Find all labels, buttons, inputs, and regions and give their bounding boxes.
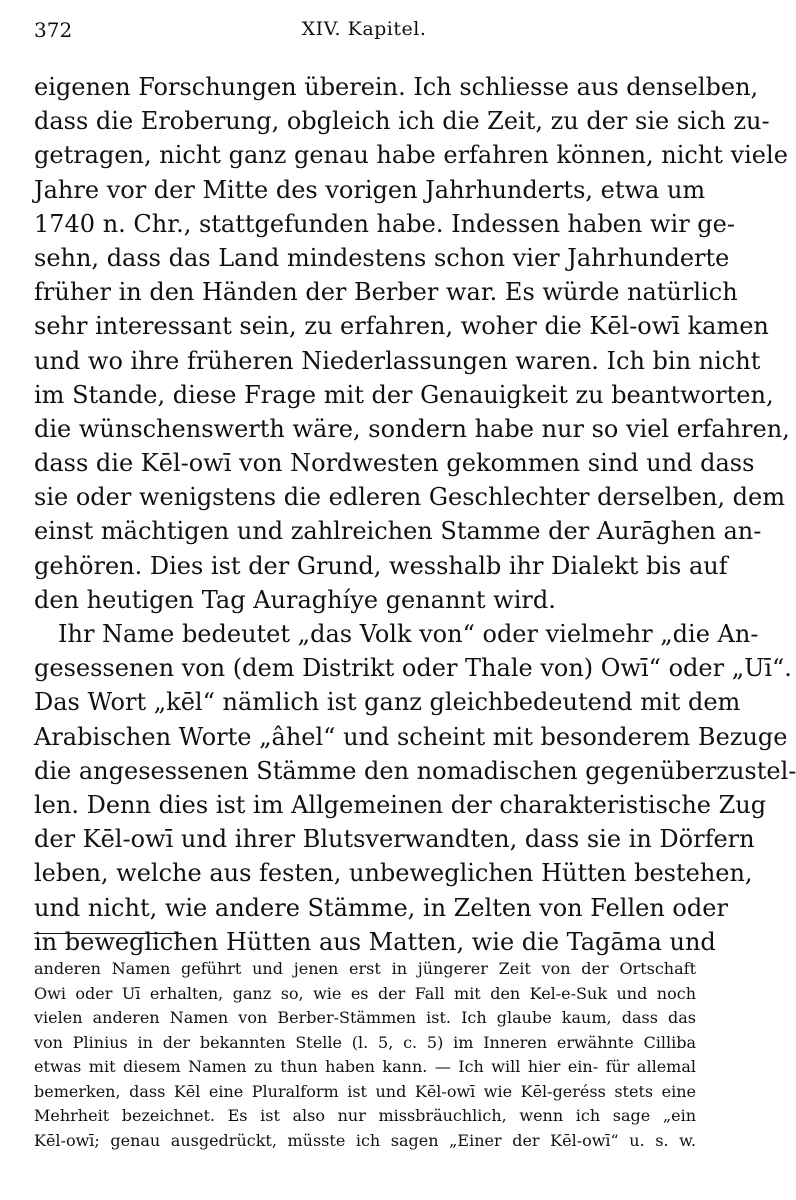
footnote-line: vielen anderen Namen von Berber-Stämmen ist. Ich glaube kaum, dass das [34, 1008, 696, 1027]
footnote-line: Owi oder Uī erhalten, ganz so, wie es der Fall mit den Kel-e-Suk und noch [34, 983, 696, 1003]
text-line: dass die Eroberung, obgleich ich die Zeit, zu der sie sich zu- [34, 107, 770, 136]
text-line: getragen, nicht ganz genau habe erfahren können, nicht viele [34, 141, 788, 170]
text-line: gesessenen von (dem Distrikt oder Thale von) Owī“ oder „Uī“. [34, 654, 792, 683]
text-line: einst mächtigen und zahlreichen Stamme der Aurāghen an- [34, 517, 762, 546]
text-line: Das Wort „kēl“ nämlich ist ganz gleichbedeutend mit dem [34, 688, 741, 717]
text-line: im Stande, diese Frage mit der Genauigkeit zu beantworten, [34, 380, 774, 409]
text-line: in beweglichen Hütten aus Matten, wie die Tagāma und [34, 927, 716, 956]
text-line: sehn, dass das Land mindestens schon vier Jahrhunderte [34, 243, 730, 272]
main-text [34, 70, 796, 959]
footnote-line: Mehrheit bezeichnet. Es ist also nur missbräuchlich, wenn ich sage „ein [34, 1106, 696, 1125]
running-head: XIV. Kapitel. [301, 18, 427, 40]
footnote-line: Kēl-owī; genau ausgedrückt, müsste ich sagen „Einer der Kēl-owī“ u. s. w. [34, 1130, 696, 1150]
text-line: Jahre vor der Mitte des vorigen Jahrhunderts, etwa um [34, 175, 706, 204]
text-line: dass die Kēl-owī von Nordwesten gekommen sind und dass [34, 449, 755, 478]
text-line: sehr interessant sein, zu erfahren, woher die Kēl-owī kamen [34, 312, 769, 341]
text-line: sie oder wenigstens die edleren Geschlechter derselben, dem [34, 483, 785, 512]
text-line: den heutigen Tag Auraghíye genannt wird. [34, 585, 556, 614]
text-line: früher in den Händen der Berber war. Es würde natürlich [34, 278, 738, 307]
page-number: 372 [34, 18, 73, 42]
text-line: Arabischen Worte „âhel“ und scheint mit besonderem Bezuge [34, 722, 788, 751]
text-line: leben, welche aus festen, unbeweglichen Hütten bestehen, [34, 859, 753, 888]
text-line: und nicht, wie andere Stämme, in Zelten von Fellen oder [34, 893, 728, 922]
footnote-line: von Plinius in der bekannten Stelle (l. 5, c. 5) im Inneren erwähnte Cilliba [34, 1032, 696, 1052]
text-line: gehören. Dies ist der Grund, wesshalb ihr Dialekt bis auf [34, 551, 728, 580]
footnote-line: bemerken, dass Kēl eine Pluralform ist und Kēl-owī wie Kēl-geréss stets eine [34, 1081, 696, 1101]
text-line: die angesessenen Stämme den nomadischen gegenüberzustel- [34, 756, 796, 785]
text-line: Ihr Name bedeutet „das Volk von“ oder vielmehr „die An- [58, 620, 759, 648]
text-line: eigenen Forschungen überein. Ich schliesse aus denselben, [34, 73, 759, 101]
text-line: len. Denn dies ist im Allgemeinen der charakteristische Zug [34, 790, 767, 819]
page-header [34, 18, 694, 48]
text-line: die wünschenswerth wäre, sondern habe nur so viel erfahren, [34, 414, 790, 443]
text-line: und wo ihre früheren Niederlassungen waren. Ich bin nicht [34, 346, 761, 375]
footnote [34, 957, 696, 1153]
text-line: 1740 n. Chr., stattgefunden habe. Indessen haben wir ge- [34, 209, 735, 238]
footnote-rule [34, 933, 182, 934]
text-line: der Kēl-owī und ihrer Blutsverwandten, dass sie in Dörfern [34, 825, 755, 854]
footnote-line: etwas mit diesem Namen zu thun haben kann. — Ich will hier ein- für allemal [34, 1057, 696, 1076]
footnote-line: anderen Namen geführt und jenen erst in jüngerer Zeit von der Ortschaft [34, 959, 696, 978]
